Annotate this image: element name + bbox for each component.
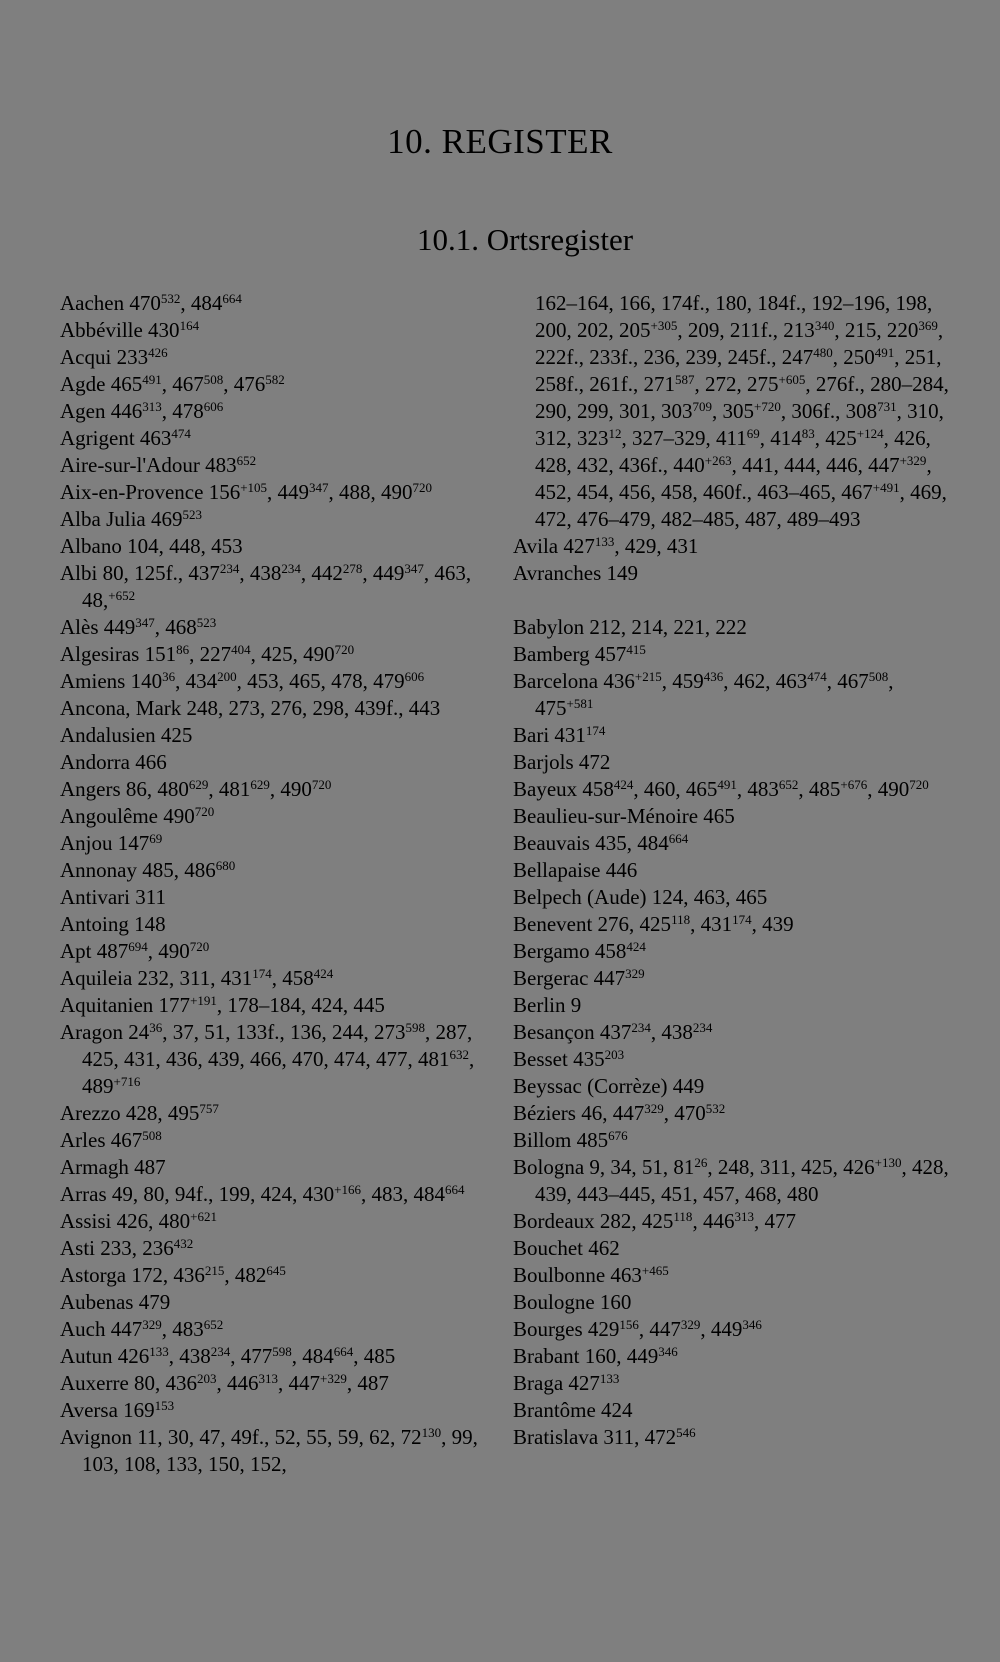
section-title: 10.1. Ortsregister bbox=[416, 222, 634, 257]
register-column-left bbox=[60, 290, 480, 1478]
register-entry: Arezzo 428, $495^{757}$ bbox=[60, 1101, 219, 1125]
register-entry: Albi 80, 125f., $437^{234}$, $438^{234}$, $442^{278}$, $449^{347}$, 463, 48,$^{+652}$ bbox=[60, 561, 472, 612]
register-entry: Aquileia 232, 311, $431^{174}$, $458^{424}$ bbox=[60, 966, 334, 990]
register-entry: Bayeux $458^{424}$, 460, $465^{491}$, $483^{652}$, $485^{+676}$, $490^{720}$ bbox=[513, 777, 929, 801]
register-entry: Babylon 212, 214, 221, 222 bbox=[513, 615, 747, 639]
register-entry: Agen $446^{313}$, $478^{606}$ bbox=[60, 399, 224, 423]
register-entry: Brabant 160, $449^{346}$ bbox=[513, 1344, 678, 1368]
register-entry: Agde $465^{491}$, $467^{508}$, $476^{582}$ bbox=[60, 372, 285, 396]
register-entry: Avignon 11, 30, 47, 49f., 52, 55, 59, 62, $72^{130}$, 99, 103, 108, 133, 150, 152, bbox=[60, 1425, 478, 1476]
register-entry: Bergamo $458^{424}$ bbox=[513, 939, 646, 963]
register-entry: 162–164, 166, 174f., 180, 184f., 192–196, 198, 200, 202, $205^{+305}$, 209, 211f., $213^{340}$, 215, $220^{369}$, 222f., 233f., 236, 239, 245f., $247^{480}$, $250^{491}$, 251, 258f., 261f., $271^{587}$, 272, $275^{+605}$, 276f., 280–284, 290, 299, 301, $303^{709}$, $305^{+720}$, 306f., $308^{731}$, 310, 312, $323^{12}$, 327–329, $411^{69}$, $414^{83}$, $425^{+124}$, 426, 428, 432, 436f., $440^{+263}$, 441, 444, 446, $447^{+329}$, 452, 454, 456, 458, 460f., 463–465, $467^{+491}$, 469, 472, 476–479, 482–485, 487, 489–493 bbox=[535, 291, 949, 531]
register-entry: Aragon $24^{36}$, 37, 51, 133f., 136, 244, $273^{598}$, 287, 425, 431, 436, 439, 466, 470, 474, 477, $481^{632}$, $489^{+716}$ bbox=[60, 1020, 475, 1098]
letter-group-spacer bbox=[513, 587, 953, 614]
register-entry: Aubenas 479 bbox=[60, 1290, 171, 1314]
register-entry: Berlin 9 bbox=[513, 993, 582, 1017]
register-entry: Amiens $140^{36}$, $434^{200}$, 453, 465, 478, $479^{606}$ bbox=[60, 669, 425, 693]
register-entry: Auxerre 80, $436^{203}$, $446^{313}$, $447^{+329}$, 487 bbox=[60, 1371, 389, 1395]
register-entry: Boulbonne $463^{+465}$ bbox=[513, 1263, 669, 1287]
register-entry: Bratislava 311, $472^{546}$ bbox=[513, 1425, 696, 1449]
register-entry: Besset $435^{203}$ bbox=[513, 1047, 625, 1071]
register-entry: Billom $485^{676}$ bbox=[513, 1128, 628, 1152]
register-entry: Alba Julia $469^{523}$ bbox=[60, 507, 202, 531]
register-entry: Braga $427^{133}$ bbox=[513, 1371, 620, 1395]
register-entry: Asti 233, $236^{432}$ bbox=[60, 1236, 194, 1260]
register-entry: Astorga 172, $436^{215}$, $482^{645}$ bbox=[60, 1263, 286, 1287]
register-entry: Bourges $429^{156}$, $447^{329}$, $449^{346}$ bbox=[513, 1317, 762, 1341]
register-entry: Bellapaise 446 bbox=[513, 858, 638, 882]
register-entry: Algesiras $151^{86}$, $227^{404}$, 425, $490^{720}$ bbox=[60, 642, 355, 666]
register-entry: Brantôme 424 bbox=[513, 1398, 633, 1422]
register-entry: Apt $487^{694}$, $490^{720}$ bbox=[60, 939, 210, 963]
register-entry: Beauvais 435, $484^{664}$ bbox=[513, 831, 689, 855]
register-entry: Autun $426^{133}$, $438^{234}$, $477^{598}$, $484^{664}$, 485 bbox=[60, 1344, 396, 1368]
register-entry: Alès $449^{347}$, $468^{523}$ bbox=[60, 615, 217, 639]
register-entry: Arles $467^{508}$ bbox=[60, 1128, 162, 1152]
register-entry: Aversa $169^{153}$ bbox=[60, 1398, 175, 1422]
register-entry: Belpech (Aude) 124, 463, 465 bbox=[513, 885, 768, 909]
register-entry: Bordeaux 282, $425^{118}$, $446^{313}$, 477 bbox=[513, 1209, 796, 1233]
register-entry: Aquitanien $177^{+191}$, 178–184, 424, 445 bbox=[60, 993, 385, 1017]
register-entry: Bologna 9, 34, 51, $81^{26}$, 248, 311, 425, $426^{+130}$, 428, 439, 443–445, 451, 457, 468, 480 bbox=[513, 1155, 949, 1206]
register-entry: Agrigent $463^{474}$ bbox=[60, 426, 191, 450]
register-entry: Beyssac (Corrèze) 449 bbox=[513, 1074, 705, 1098]
register-entry: Bamberg $457^{415}$ bbox=[513, 642, 646, 666]
register-entry: Auch $447^{329}$, $483^{652}$ bbox=[60, 1317, 224, 1341]
register-column-right bbox=[513, 290, 953, 1451]
register-entry: Bari $431^{174}$ bbox=[513, 723, 606, 747]
register-entry: Aire-sur-l'Adour $483^{652}$ bbox=[60, 453, 257, 477]
register-entry: Andalusien 425 bbox=[60, 723, 193, 747]
register-entry: Abbéville $430^{164}$ bbox=[60, 318, 200, 342]
register-entry: Besançon $437^{234}$, $438^{234}$ bbox=[513, 1020, 713, 1044]
register-entry: Benevent 276, $425^{118}$, $431^{174}$, 439 bbox=[513, 912, 794, 936]
register-entry: Annonay 485, $486^{680}$ bbox=[60, 858, 236, 882]
register-entry: Albano 104, 448, 453 bbox=[60, 534, 243, 558]
register-entry: Barjols 472 bbox=[513, 750, 611, 774]
register-entry: Arras 49, 80, 94f., 199, 424, $430^{+166}$, 483, $484^{664}$ bbox=[60, 1182, 465, 1206]
register-entry: Ancona, Mark 248, 273, 276, 298, 439f., 443 bbox=[60, 696, 441, 720]
register-entry: Bouchet 462 bbox=[513, 1236, 620, 1260]
register-entry: Aachen $470^{532}$, $484^{664}$ bbox=[60, 291, 242, 315]
register-entry: Béziers 46, $447^{329}$, $470^{532}$ bbox=[513, 1101, 726, 1125]
register-entry: Acqui $233^{426}$ bbox=[60, 345, 168, 369]
register-entry: Assisi 426, $480^{+621}$ bbox=[60, 1209, 217, 1233]
register-entry: Bergerac $447^{329}$ bbox=[513, 966, 645, 990]
register-entry: Antoing 148 bbox=[60, 912, 166, 936]
register-entry: Armagh 487 bbox=[60, 1155, 166, 1179]
register-entry: Angers 86, $480^{629}$, $481^{629}$, $490^{720}$ bbox=[60, 777, 332, 801]
chapter-title: 10. REGISTER bbox=[387, 122, 613, 161]
register-entry: Anjou $147^{69}$ bbox=[60, 831, 163, 855]
register-entry: Beaulieu-sur-Ménoire 465 bbox=[513, 804, 735, 828]
register-entry: Avila $427^{133}$, 429, 431 bbox=[513, 534, 699, 558]
register-entry: Boulogne 160 bbox=[513, 1290, 632, 1314]
register-entry: Andorra 466 bbox=[60, 750, 167, 774]
register-entry: Avranches 149 bbox=[513, 561, 638, 585]
register-entry: Aix-en-Provence $156^{+105}$, $449^{347}$, 488, $490^{720}$ bbox=[60, 480, 433, 504]
register-entry: Barcelona $436^{+215}$, $459^{436}$, 462, $463^{474}$, $467^{508}$, $475^{+581}$ bbox=[513, 669, 894, 720]
register-entry: Antivari 311 bbox=[60, 885, 166, 909]
register-entry: Angoulême $490^{720}$ bbox=[60, 804, 215, 828]
